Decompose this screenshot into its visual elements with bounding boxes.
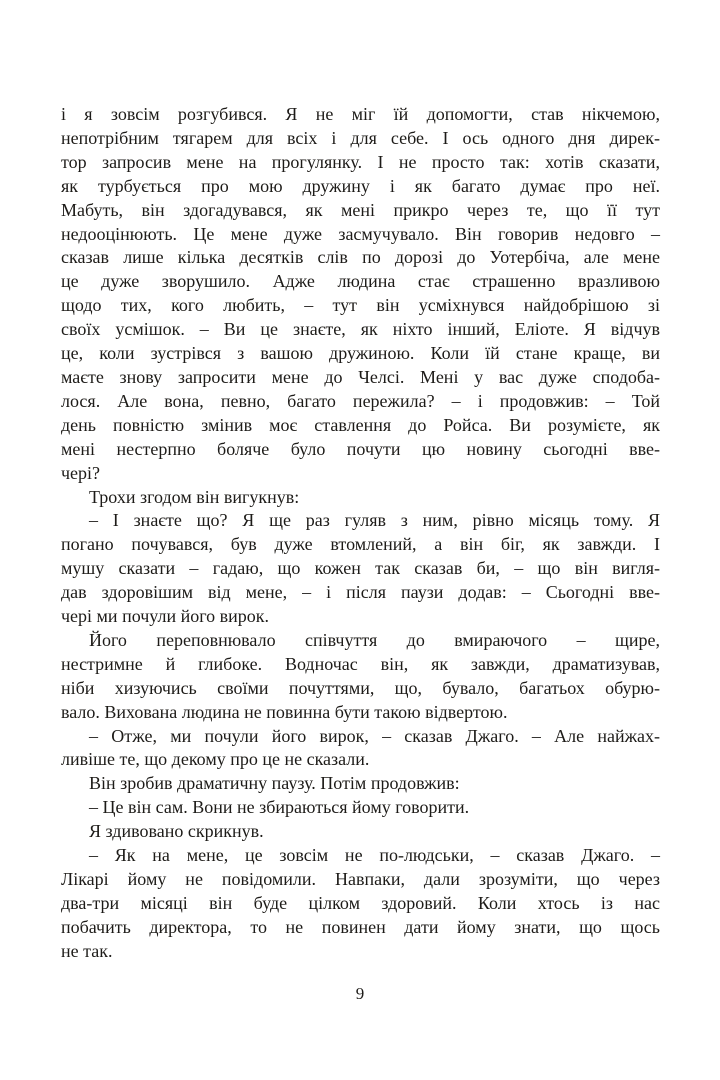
paragraph	[61, 725, 660, 773]
text-line: маєте знову запросити мене до Челсі. Мені у вас дуже сподоба-	[61, 366, 660, 387]
paragraph	[61, 820, 660, 844]
text-line: це дуже зворушило. Адже людина стає страшенно вразливою	[61, 271, 660, 292]
paragraph	[61, 509, 660, 629]
text-line: нестримне й глибоке. Водночас він, як завжди, драматизував,	[61, 653, 660, 674]
text-line: мені нестерпно боляче було почути цю новину сьогодні вве-	[61, 438, 660, 459]
paragraph	[61, 629, 660, 725]
text-line: ливіше те, що декому про це не сказали.	[61, 749, 370, 770]
text-line: Трохи згодом він вигукнув:	[89, 486, 300, 507]
text-line: мушу сказати – гадаю, що кожен так сказав би, – що він вигля-	[61, 558, 660, 579]
text-line: щодо тих, кого любить, – тут він усміхнувся найдобрішою зі	[61, 295, 660, 316]
text-line: не так.	[61, 940, 113, 961]
text-line: сказав лише кілька десятків слів по дорозі до Уотербіча, але мене	[61, 247, 660, 268]
text-line: Лікарі йому не повідомили. Навпаки, дали зрозуміти, що через	[61, 869, 660, 889]
body-text	[61, 103, 660, 964]
text-line: побачить директора, то не повинен дати йому знати, що щось	[61, 916, 660, 937]
text-line: Я здивовано скрикнув.	[89, 821, 264, 842]
paragraph	[61, 844, 660, 964]
text-line: чері ми почули його вирок.	[61, 606, 270, 627]
text-line: лося. Але вона, певно, багато пережила? – і продовжив: – Той	[61, 390, 660, 411]
text-line: вало. Вихована людина не повинна бути такою відвертою.	[61, 701, 508, 722]
text-line: як турбується про мою дружину і як багато думає про неї.	[61, 175, 660, 196]
text-line: – Отже, ми почули його вирок, – сказав Джаго. – Але найжах-	[89, 725, 660, 746]
text-line: недооцінюють. Це мене дуже засмучувало. Він говорив недовго –	[61, 223, 660, 244]
text-line: Він зробив драматичну паузу. Потім продовжив:	[89, 773, 460, 794]
text-line: ніби хизуючись своїми почуттями, що, бувало, багатьох обурю-	[61, 677, 660, 698]
text-line: це, коли зустрівся з вашою дружиною. Коли їй стане краще, ви	[61, 343, 660, 364]
text-line: – Це він сам. Вони не збираються йому говорити.	[89, 797, 470, 818]
text-line: дав здоровішим від мене, – і після паузи додав: – Сьогодні вве-	[61, 582, 660, 603]
text-line: – І знаєте що? Я ще раз гуляв з ним, рівно місяць тому. Я	[89, 510, 660, 531]
text-line: тор запросив мене на прогулянку. І не просто так: хотів сказати,	[61, 151, 660, 172]
text-line: два-три місяці він буде цілком здоровий. Коли хтось із нас	[61, 892, 660, 913]
text-line: і я зовсім розгубився. Я не міг їй допомогти, став нікчемою,	[61, 104, 660, 124]
text-line: Його переповнювало співчуття до вмираючого – щире,	[89, 629, 660, 650]
text-line: день повністю змінив моє ставлення до Ройса. Ви розумієте, як	[61, 414, 660, 435]
text-line: – Як на мене, це зовсім не по-людськи, – сказав Джаго. –	[89, 845, 660, 866]
text-line: чері?	[61, 462, 101, 483]
page-number: 9	[355, 984, 365, 1003]
paragraph	[61, 772, 660, 796]
text-line: непотрібним тягарем для всіх і для себе. І ось одного дня дирек-	[61, 127, 660, 148]
text-line: своїх усмішок. – Ви це знаєте, як ніхто інший, Еліоте. Я відчув	[61, 319, 660, 340]
paragraph	[61, 796, 660, 820]
text-line: Мабуть, він здогадувався, як мені прикро через те, що її тут	[61, 199, 660, 220]
paragraph	[61, 486, 660, 510]
text-line: погано почувався, був дуже втомлений, а він біг, як завжди. І	[61, 534, 660, 555]
paragraph	[61, 103, 660, 486]
